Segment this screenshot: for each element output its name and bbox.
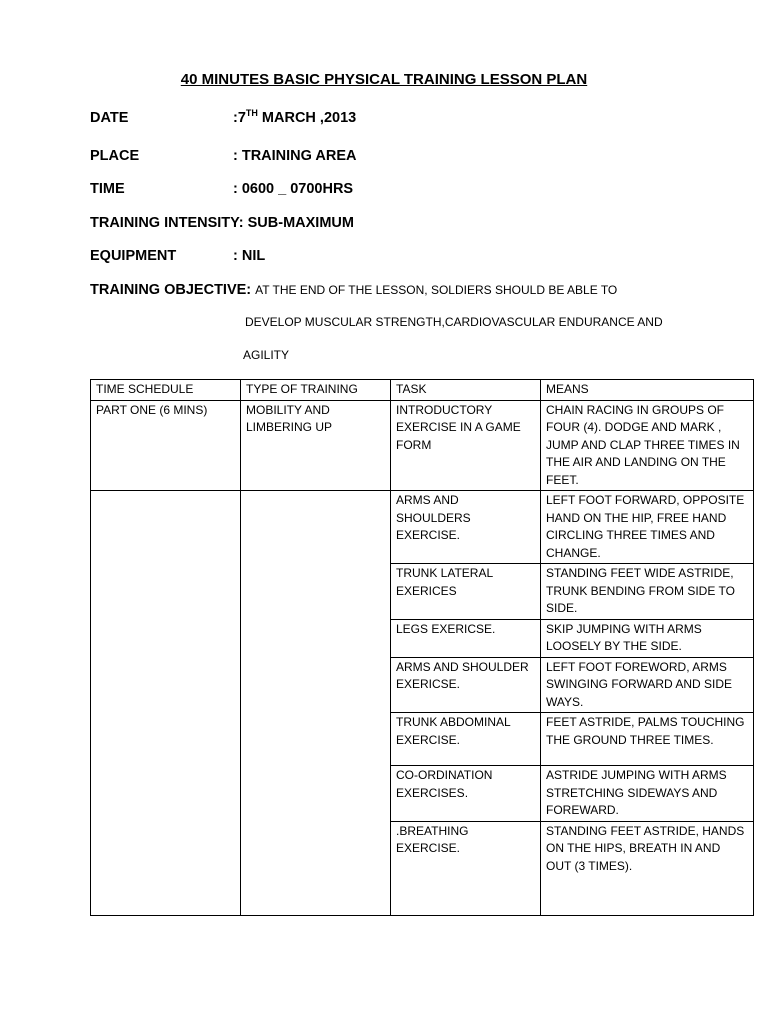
time-value: : 0600 _ 0700HRS — [233, 181, 354, 197]
equipment-label: EQUIPMENT — [90, 248, 177, 264]
table-row — [91, 491, 754, 564]
equipment-value: : NIL — [233, 248, 266, 264]
intensity-value: SUB-MAXIMUM — [243, 215, 354, 231]
intensity-label: TRAINING INTENSITY: — [90, 215, 244, 231]
intensity-row — [90, 215, 354, 231]
place-label: PLACE — [90, 148, 140, 164]
schedule-cell: PART ONE (6 MINS) — [91, 400, 241, 491]
objective-line-1: AT THE END OF THE LESSON, SOLDIERS SHOULD BE ABLE TO — [255, 283, 618, 297]
means-cell: CHAIN RACING IN GROUPS OF FOUR (4). DODGE AND MARK , JUMP AND CLAP THREE TIMES IN THE AIR AND LANDING ON THE FEET. — [541, 400, 754, 491]
means-cell: STANDING FEET ASTRIDE, HANDS ON THE HIPS, BREATH IN AND OUT (3 TIMES). — [541, 821, 754, 915]
means-cell: SKIP JUMPING WITH ARMS LOOSELY BY THE SIDE. — [541, 619, 754, 657]
means-cell: STANDING FEET WIDE ASTRIDE, TRUNK BENDING FROM SIDE TO SIDE. — [541, 564, 754, 620]
date-value: :7TH MARCH ,2013 — [233, 108, 357, 126]
means-cell: FEET ASTRIDE, PALMS TOUCHING THE GROUND THREE TIMES. — [541, 713, 754, 766]
objective-line-3: AGILITY — [243, 348, 290, 362]
header-task: TASK — [391, 380, 541, 401]
task-cell: TRUNK LATERAL EXERICES — [391, 564, 541, 620]
task-cell: LEGS EXERICSE. — [391, 619, 541, 657]
time-label: TIME — [90, 181, 125, 197]
document-title: 40 MINUTES BASIC PHYSICAL TRAINING LESSON PLAN — [180, 71, 588, 88]
task-cell: .BREATHING EXERCISE. — [391, 821, 541, 915]
place-value: : TRAINING AREA — [233, 148, 357, 164]
header-type-of-training: TYPE OF TRAINING — [241, 380, 391, 401]
task-cell: ARMS AND SHOULDER EXERICSE. — [391, 657, 541, 713]
header-time-schedule: TIME SCHEDULE — [91, 380, 241, 401]
objective-line-2: DEVELOP MUSCULAR STRENGTH,CARDIOVASCULAR ENDURANCE AND — [245, 315, 663, 329]
objective-row — [90, 282, 617, 298]
table-header-row — [91, 380, 754, 401]
date-row — [90, 108, 357, 126]
header-means: MEANS — [541, 380, 754, 401]
equipment-row — [90, 248, 266, 264]
task-cell: CO-ORDINATION EXERCISES. — [391, 766, 541, 822]
task-cell: ARMS AND SHOULDERS EXERCISE. — [391, 491, 541, 564]
type-cell: MOBILITY AND LIMBERING UP — [241, 400, 391, 491]
task-cell: INTRODUCTORY EXERCISE IN A GAME FORM — [391, 400, 541, 491]
date-superscript: TH — [245, 108, 258, 119]
means-cell: LEFT FOOT FORWARD, OPPOSITE HAND ON THE HIP, FREE HAND CIRCLING THREE TIMES AND CHANGE. — [541, 491, 754, 564]
type-cell-empty — [241, 491, 391, 916]
objective-label: TRAINING OBJECTIVE: — [90, 282, 252, 298]
table-row — [91, 400, 754, 491]
lesson-plan-table — [90, 379, 754, 916]
schedule-cell-empty — [91, 491, 241, 916]
date-label: DATE — [90, 110, 129, 126]
means-cell: LEFT FOOT FOREWORD, ARMS SWINGING FORWARD AND SIDE WAYS. — [541, 657, 754, 713]
means-cell: ASTRIDE JUMPING WITH ARMS STRETCHING SIDEWAYS AND FOREWARD. — [541, 766, 754, 822]
time-row — [90, 181, 354, 197]
place-row — [90, 148, 357, 164]
task-cell: TRUNK ABDOMINAL EXERCISE. — [391, 713, 541, 766]
